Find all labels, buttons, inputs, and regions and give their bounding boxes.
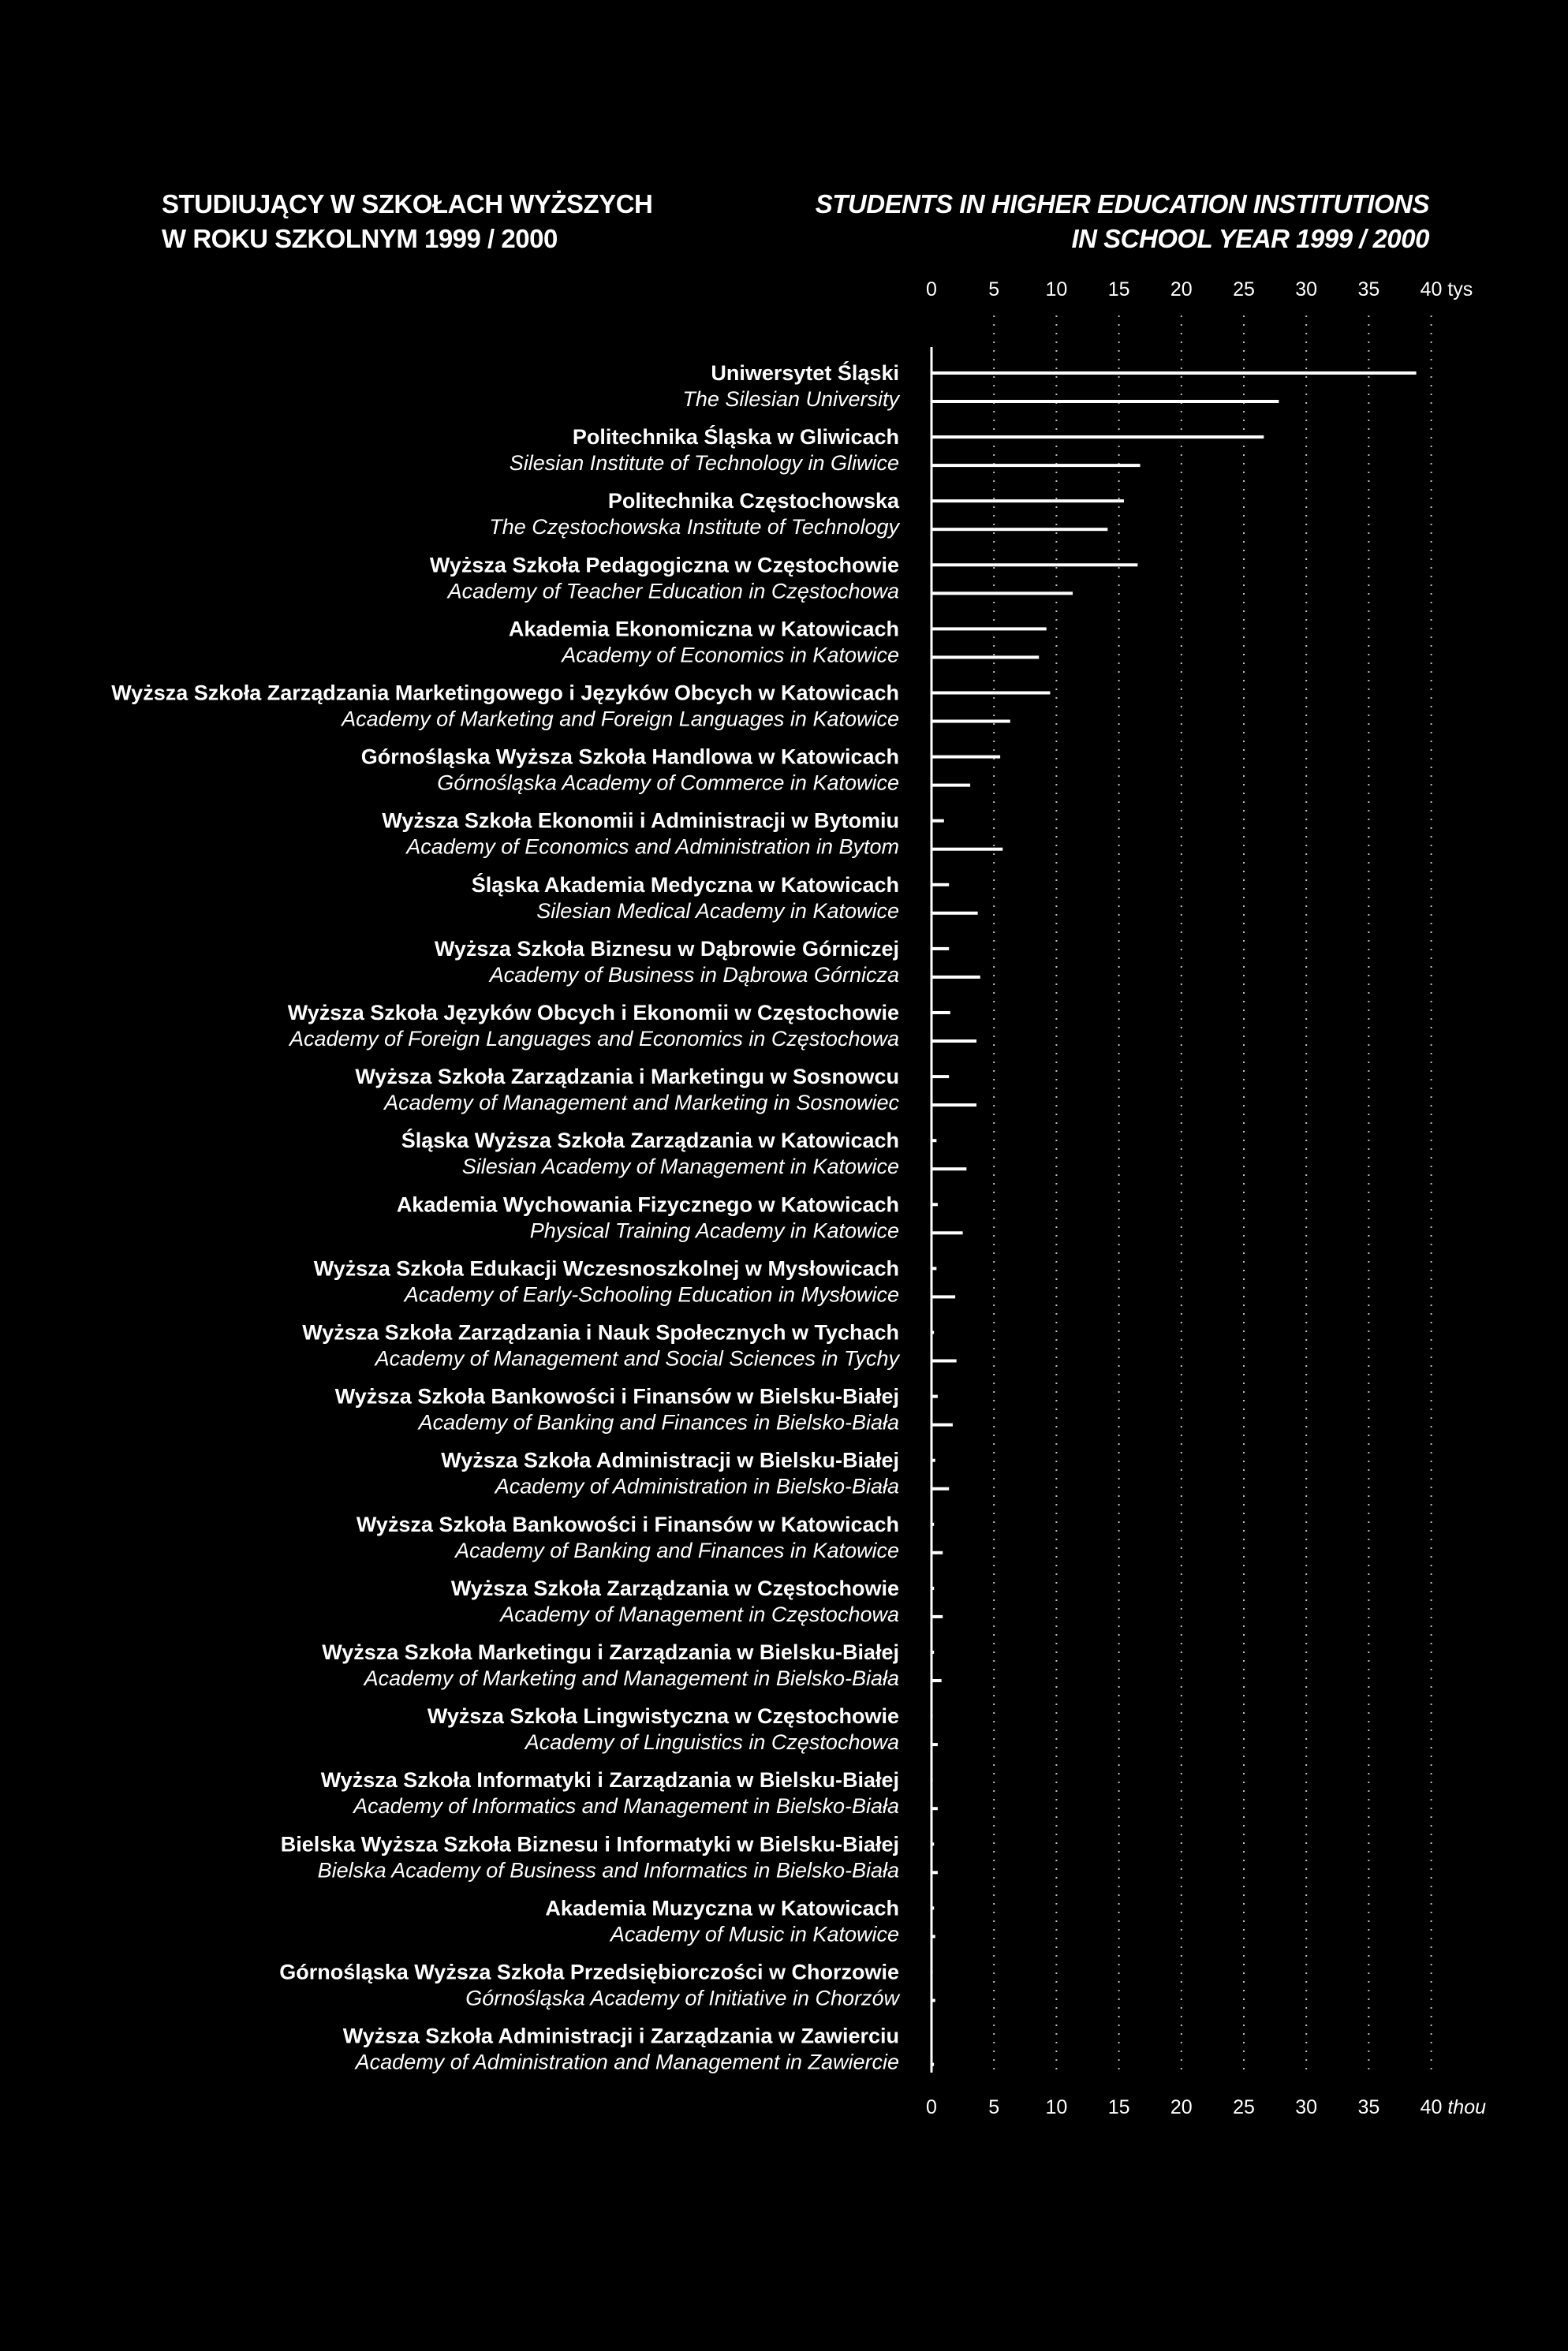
category-label-polish: Wyższa Szkoła Edukacji Wczesnoszkolnej w Mysłowicach <box>313 1256 899 1281</box>
bar <box>931 400 1279 403</box>
bar <box>931 435 1264 438</box>
category-label-english: The Silesian University <box>682 387 899 411</box>
category-label-english: Academy of Marketing and Management in Bielsko-Biała <box>364 1666 899 1690</box>
bar <box>931 883 949 886</box>
bar <box>931 720 1010 723</box>
category-label-english: Silesian Institute of Technology in Gliwice <box>509 451 899 476</box>
bar <box>931 591 1073 595</box>
bar <box>931 1267 936 1270</box>
bar <box>931 1167 966 1170</box>
category-label-polish: Wyższa Szkoła Administracji i Zarządzania w Zawierciu <box>342 2024 899 2048</box>
category-label-polish: Politechnika Częstochowska <box>607 489 899 513</box>
x-tick-label-top: 40 tys <box>1420 278 1473 300</box>
bar <box>931 464 1141 467</box>
category-label-polish: Akademia Muzyczna w Katowicach <box>545 1896 899 1920</box>
x-tick-label-top: 35 <box>1357 278 1380 300</box>
bar <box>931 1971 933 1974</box>
x-tick-label-top: 30 <box>1295 278 1318 300</box>
x-tick-label-top: 10 <box>1045 278 1068 300</box>
bar <box>931 1551 943 1554</box>
bar <box>931 528 1107 531</box>
category-label-english: Academy of Informatics and Management in Bielsko-Biała <box>353 1794 899 1819</box>
bar <box>931 563 1137 566</box>
bar <box>931 1523 934 1526</box>
category-label-english: Bielska Academy of Business and Informatics in Bielsko-Biała <box>317 1858 899 1883</box>
category-label-english: The Częstochowska Institute of Technology <box>489 515 899 539</box>
category-label-english: Academy of Management and Marketing in Sosnowiec <box>384 1091 899 1115</box>
x-tick-label-bottom: 30 <box>1295 2096 1318 2118</box>
category-label-english: Academy of Marketing and Foreign Languages in Katowice <box>342 707 899 731</box>
bar <box>931 848 1002 851</box>
bar <box>931 1999 935 2002</box>
category-label-polish: Wyższa Szkoła Informatyki i Zarządzania w Bielsku-Białej <box>320 1768 899 1793</box>
bar <box>931 1778 933 1782</box>
title-polish-line-2: W ROKU SZKOLNYM 1999 / 2000 <box>162 224 558 253</box>
category-label-english: Academy of Linguistics in Częstochowa <box>525 1730 899 1755</box>
category-label-english: Academy of Early-Schooling Education in Mysłowice <box>404 1282 899 1307</box>
category-label-polish: Wyższa Szkoła Marketingu i Zarządzania w Bielsku-Białej <box>322 1640 899 1664</box>
category-label-english: Silesian Medical Academy in Katowice <box>536 898 899 923</box>
bar <box>931 976 980 979</box>
bar <box>931 1587 934 1590</box>
category-label-english: Academy of Banking and Finances in Bielsko-Biała <box>418 1410 899 1435</box>
x-tick-label-bottom: 35 <box>1357 2096 1380 2118</box>
category-label-polish: Bielska Wyższa Szkoła Biznesu i Informatyki w Bielsku-Białej <box>280 1832 899 1857</box>
bar <box>931 1139 936 1142</box>
category-label-polish: Wyższa Szkoła Pedagogiczna w Częstochowie <box>429 553 899 577</box>
category-label-polish: Wyższa Szkoła Ekonomii i Administracji w Bytomiu <box>382 808 899 833</box>
x-tick-label-top: 15 <box>1107 278 1130 300</box>
category-label-polish: Wyższa Szkoła Bankowości i Finansów w Katowicach <box>356 1512 899 1536</box>
category-label-polish: Śląska Wyższa Szkoła Zarządzania w Katowicach <box>401 1129 899 1153</box>
bar <box>931 1487 949 1491</box>
bar <box>931 627 1047 630</box>
category-label-english: Academy of Music in Katowice <box>610 1922 899 1946</box>
bar <box>931 1103 976 1106</box>
bar <box>931 1231 963 1234</box>
category-label-polish: Politechnika Śląska w Gliwicach <box>572 425 899 450</box>
bar <box>931 1075 949 1078</box>
x-tick-label-bottom: 15 <box>1107 2096 1130 2118</box>
bar <box>931 947 949 950</box>
title-polish-line-1: STUDIUJĄCY W SZKOŁACH WYŻSZYCH <box>162 189 653 218</box>
category-label-polish: Wyższa Szkoła Zarządzania i Nauk Społecznych w Tychach <box>302 1320 899 1345</box>
category-label-english: Academy of Economics and Administration in Bytom <box>406 834 899 859</box>
bar <box>931 756 1000 759</box>
x-tick-label-bottom: 20 <box>1170 2096 1193 2118</box>
category-label-polish: Akademia Wychowania Fizycznego w Katowicach <box>396 1192 899 1217</box>
category-label-english: Academy of Management in Częstochowa <box>500 1602 899 1626</box>
bar <box>931 1871 938 1874</box>
bar <box>931 1935 935 1938</box>
category-label-english: Academy of Administration in Bielsko-Biała <box>495 1474 899 1498</box>
x-tick-label-top: 0 <box>926 278 937 300</box>
x-tick-label-bottom: 25 <box>1233 2096 1255 2118</box>
bar <box>931 499 1124 502</box>
x-tick-label-top: 25 <box>1233 278 1255 300</box>
bar <box>931 1906 934 1909</box>
category-label-polish: Wyższa Szkoła Biznesu w Dąbrowie Górniczej <box>434 936 899 961</box>
bar <box>931 1715 933 1718</box>
x-tick-label-bottom: 5 <box>988 2096 1000 2118</box>
bar <box>931 1459 935 1462</box>
bar <box>931 1651 934 1654</box>
bar <box>931 1011 950 1014</box>
category-label-polish: Górnośląska Wyższa Szkoła Przedsiębiorczości w Chorzowie <box>279 1960 899 1984</box>
bar <box>931 2063 934 2066</box>
bar <box>931 1842 934 1845</box>
category-label-polish: Wyższa Szkoła Administracji w Bielsku-Białej <box>441 1448 899 1472</box>
bar <box>931 1395 938 1398</box>
title-english-line-2: IN SCHOOL YEAR 1999 / 2000 <box>1071 224 1429 253</box>
category-label-polish: Wyższa Szkoła Lingwistyczna w Częstochowie <box>427 1704 899 1729</box>
bar <box>931 819 944 823</box>
category-label-polish: Wyższa Szkoła Zarządzania Marketingowego i Języków Obcych w Katowicach <box>111 681 899 705</box>
category-label-polish: Wyższa Szkoła Zarządzania w Częstochowie <box>450 1576 899 1600</box>
bar <box>931 912 978 915</box>
bar <box>931 2035 933 2038</box>
category-label-polish: Śląska Akademia Medyczna w Katowicach <box>471 872 899 897</box>
category-label-english: Academy of Foreign Languages and Economics in Częstochowa <box>289 1027 899 1050</box>
title-english-line-1: STUDENTS IN HIGHER EDUCATION INSTITUTIONS <box>815 189 1429 218</box>
category-label-english: Academy of Economics in Katowice <box>562 643 899 667</box>
bar <box>931 1039 976 1043</box>
category-label-english: Academy of Teacher Education in Częstochowa <box>447 579 899 603</box>
bar <box>931 1360 957 1363</box>
category-label-polish: Uniwersytet Śląski <box>711 361 899 385</box>
category-label-english: Silesian Academy of Management in Katowice <box>461 1155 899 1179</box>
category-label-polish: Wyższa Szkoła Zarządzania i Marketingu w Sosnowcu <box>355 1065 899 1089</box>
bar <box>931 1743 938 1746</box>
bar <box>931 655 1039 659</box>
category-label-english: Academy of Management and Social Sciences in Tychy <box>375 1346 899 1371</box>
bar <box>931 1331 934 1334</box>
bar <box>931 1807 938 1810</box>
x-tick-label-top: 5 <box>988 278 1000 300</box>
x-tick-label-bottom: 0 <box>926 2096 937 2118</box>
category-label-polish: Akademia Ekonomiczna w Katowicach <box>508 617 899 641</box>
x-tick-label-bottom: 40 thou <box>1420 2096 1487 2118</box>
category-label-polish: Wyższa Szkoła Języków Obcych i Ekonomii w Częstochowie <box>287 1001 899 1024</box>
bar <box>931 784 970 787</box>
category-label-english: Physical Training Academy in Katowice <box>529 1218 899 1243</box>
category-label-english: Górnośląska Academy of Initiative in Chorzów <box>465 1986 899 2010</box>
category-label-english: Górnośląska Academy of Commerce in Katowice <box>437 771 899 795</box>
x-tick-label-bottom: 10 <box>1045 2096 1068 2118</box>
category-label-english: Academy of Banking and Finances in Katowice <box>455 1538 899 1562</box>
bar <box>931 1203 938 1206</box>
bar <box>931 1615 943 1618</box>
bar <box>931 692 1050 695</box>
bar <box>931 371 1417 375</box>
x-tick-label-top: 20 <box>1170 278 1193 300</box>
bar <box>931 1424 953 1427</box>
category-label-english: Academy of Business in Dąbrowa Górnicza <box>489 962 899 987</box>
category-label-polish: Wyższa Szkoła Bankowości i Finansów w Bielsku-Białej <box>334 1384 899 1409</box>
bar <box>931 1679 942 1682</box>
category-label-english: Academy of Administration and Management in Zawiercie <box>355 2050 899 2074</box>
category-label-polish: Górnośląska Wyższa Szkoła Handlowa w Katowicach <box>360 744 899 769</box>
bar <box>931 1295 955 1298</box>
